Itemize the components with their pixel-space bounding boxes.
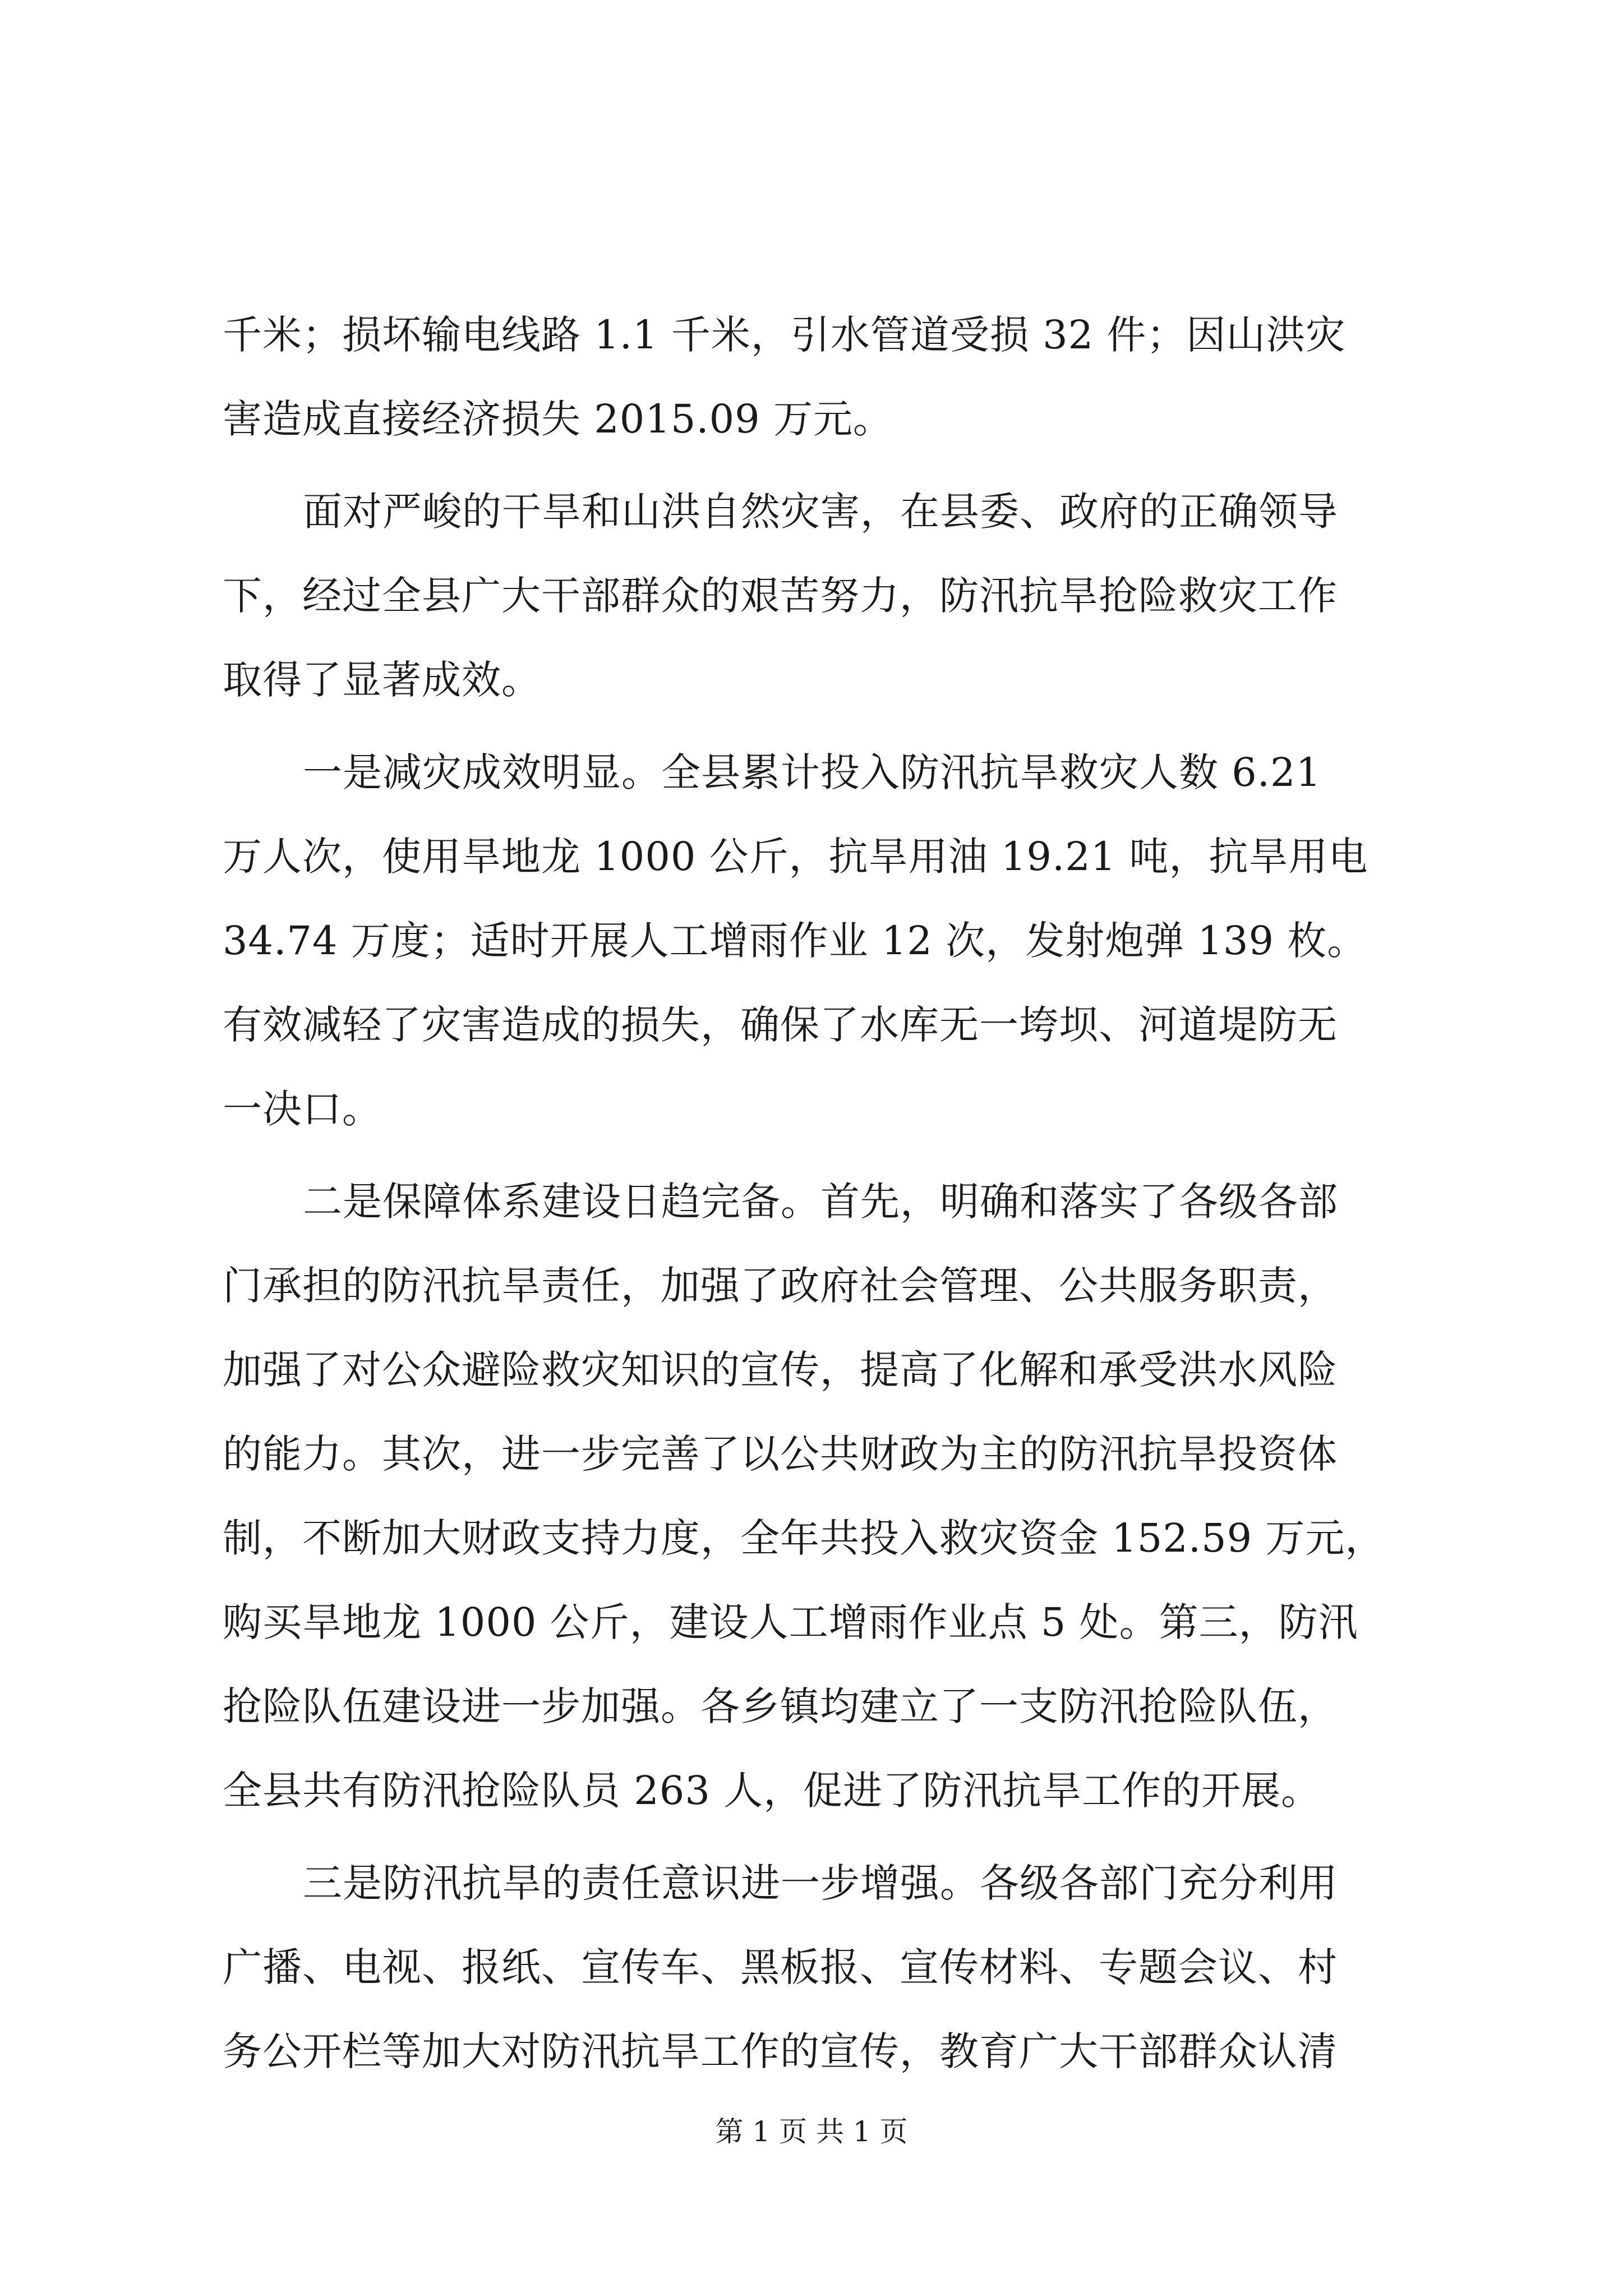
text-line-16: 购买旱地龙 1000 公斤，建设人工增雨作业点 5 处。第三，防汛	[223, 1599, 1358, 1645]
text-line-2: 害造成直接经济损失 2015.09 万元。	[223, 396, 893, 442]
text-line-8: 34.74 万度；适时开展人工增雨作业 12 次，发射炮弹 139 枚。	[223, 918, 1367, 964]
paragraph-start-line: 面对严峻的干旱和山洪自然灾害，在县委、政府的正确领导	[303, 489, 1338, 535]
text-line-7: 万人次，使用旱地龙 1000 公斤，抗旱用油 19.21 吨，抗旱用电	[223, 834, 1368, 880]
text-line-1: 千米；损坏输电线路 1.1 千米，引水管道受损 32 件；因山洪灾	[223, 312, 1346, 358]
paragraph-start-line: 三是防汛抗旱的责任意识进一步增强。各级各部门充分利用	[303, 1860, 1338, 1906]
text-line-13: 加强了对公众避险救灾知识的宣传，提高了化解和承受洪水风险	[223, 1347, 1338, 1393]
page-footer: 第 1 页 共 1 页	[715, 2115, 908, 2148]
text-line-18: 全县共有防汛抢险队员 263 人，促进了防汛抗旱工作的开展。	[223, 1768, 1321, 1814]
text-line-20: 广播、电视、报纸、宣传车、黑板报、宣传材料、专题会议、村	[223, 1944, 1338, 1990]
paragraph-start-line: 二是保障体系建设日趋完备。首先，明确和落实了各级各部	[303, 1179, 1338, 1225]
text-line-4: 下，经过全县广大干部群众的艰苦努力，防汛抗旱抢险救灾工作	[223, 573, 1338, 619]
text-line-21: 务公开栏等加大对防汛抗旱工作的宣传，教育广大干部群众认清	[223, 2028, 1338, 2074]
text-line-12: 门承担的防汛抗旱责任，加强了政府社会管理、公共服务职责，	[223, 1263, 1338, 1309]
text-line-5: 取得了显著成效。	[223, 657, 541, 703]
text-line-14: 的能力。其次，进一步完善了以公共财政为主的防汛抗旱投资体	[223, 1431, 1338, 1477]
text-line-17: 抢险队伍建设进一步加强。各乡镇均建立了一支防汛抢险队伍，	[223, 1683, 1338, 1729]
text-line-10: 一决口。	[223, 1086, 382, 1132]
text-line-15: 制，不断加大财政支持力度，全年共投入救灾资金 152.59 万元，	[223, 1515, 1385, 1561]
paragraph-start-line: 一是减灾成效明显。全县累计投入防汛抗旱救灾人数 6.21	[303, 749, 1322, 795]
text-line-9: 有效减轻了灾害造成的损失，确保了水库无一垮坝、河道堤防无	[223, 1002, 1338, 1048]
